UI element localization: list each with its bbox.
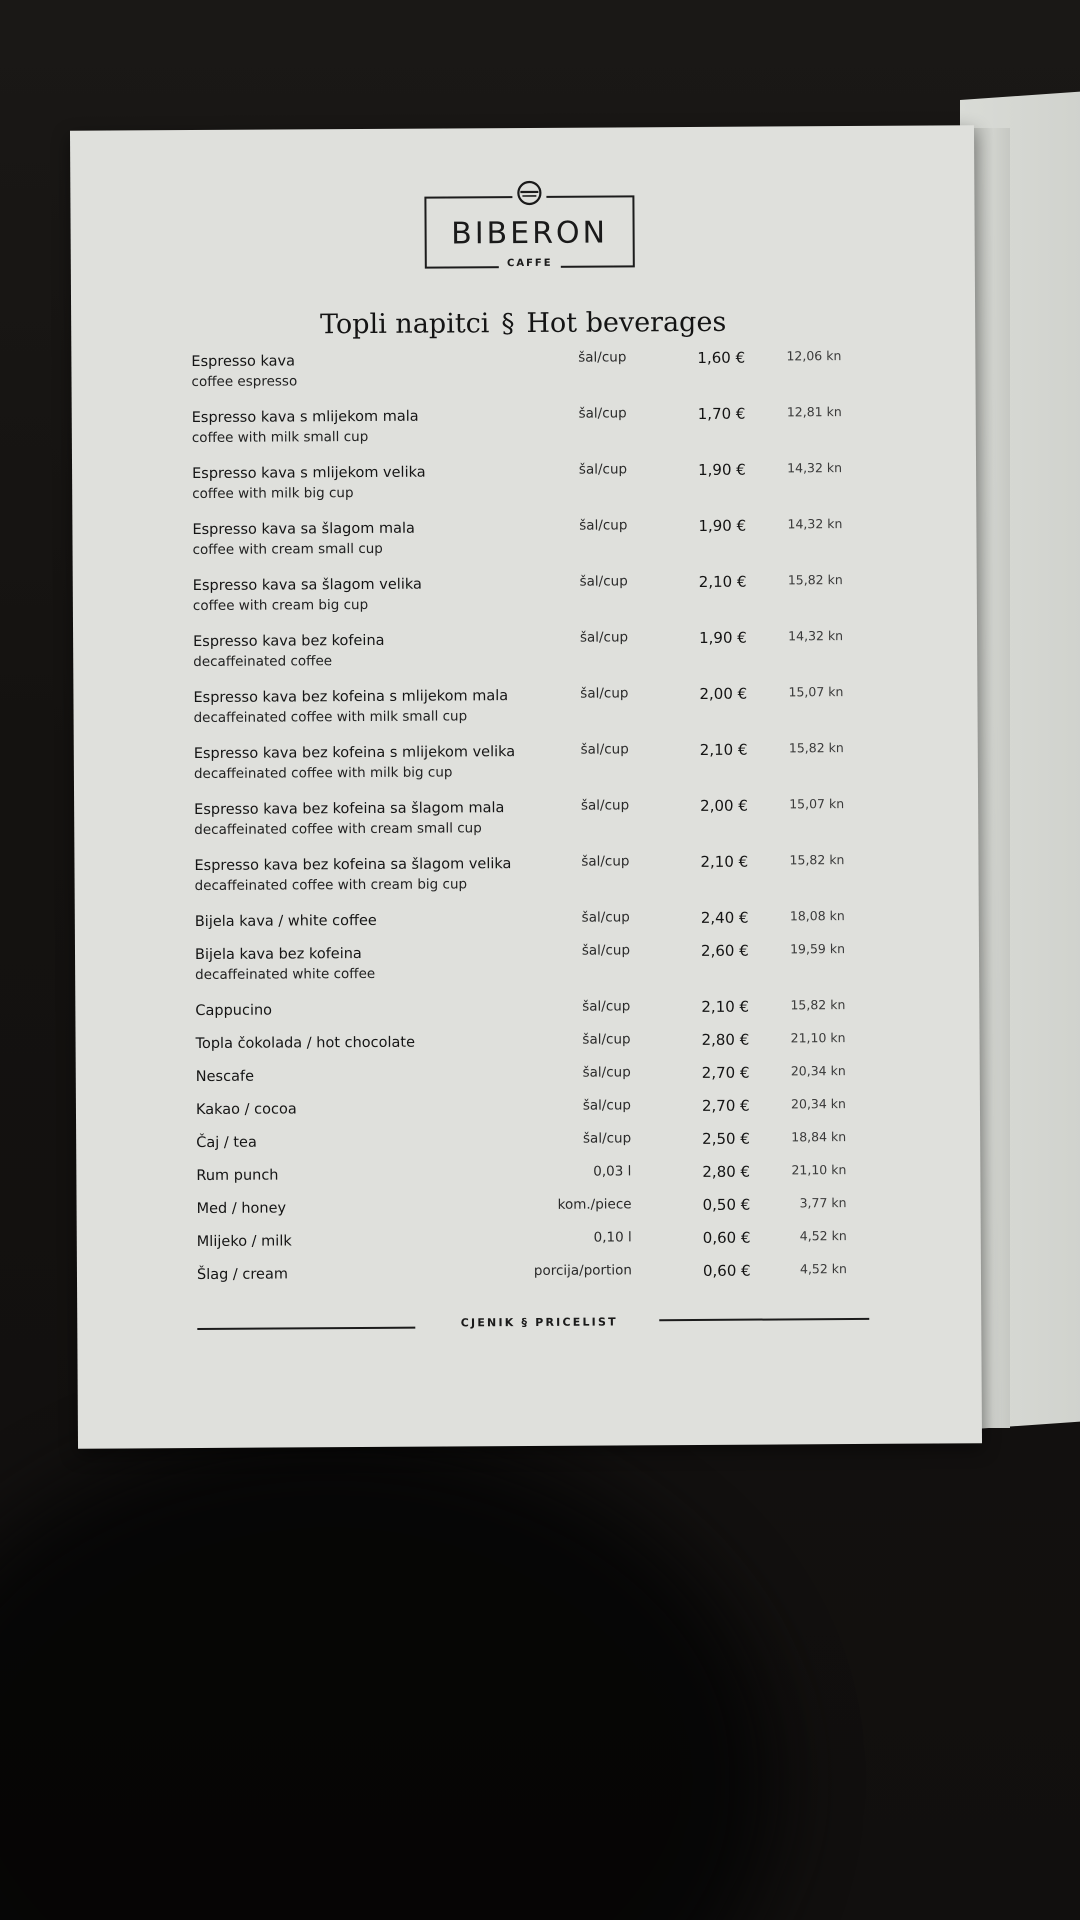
item-price-eur: 2,10 € [698,572,747,591]
menu-item [195,908,895,945]
section-heading [71,305,975,342]
item-name: Espresso kava s mlijekom mala [191,408,419,427]
menu-item [196,1063,896,1100]
item-name: Topla čokolada / hot chocolate [195,1034,416,1053]
item-price-eur: 0,50 € [702,1195,751,1214]
item-translation: decaffeinated coffee with milk small cup [193,708,468,727]
item-price-eur: 2,60 € [700,941,749,960]
item-price-kn: 15,82 kn [789,852,845,868]
item-price-eur: 2,00 € [700,796,748,815]
item-translation: decaffeinated white coffee [195,965,376,984]
item-price-kn: 4,52 kn [799,1261,847,1277]
item-price-kn: 18,08 kn [789,908,845,924]
item-unit: šal/cup [582,1097,631,1114]
item-price-eur: 2,70 € [701,1096,750,1115]
menu-item [197,1261,897,1298]
item-name: Espresso kava bez kofeina sa šlagom velika [194,856,512,875]
item-price-eur: 2,70 € [701,1063,750,1082]
menu-item [193,628,893,688]
item-unit: šal/cup [579,517,628,534]
item-unit: šal/cup [582,998,631,1015]
heading-croatian: Topli napitci [319,308,490,341]
item-price-kn: 14,32 kn [787,460,843,476]
item-name: Espresso kava sa šlagom velika [192,576,422,595]
item-unit: šal/cup [580,685,629,702]
item-price-kn: 15,82 kn [788,740,844,756]
item-price-eur: 1,70 € [697,404,746,423]
item-translation: decaffeinated coffee with cream big cup [194,876,468,895]
menu-item [193,572,893,632]
item-name: Rum punch [196,1167,279,1185]
item-translation: coffee espresso [191,373,298,391]
item-unit: šal/cup [580,741,629,758]
item-price-eur: 0,60 € [702,1261,751,1280]
menu-item [196,1129,896,1166]
item-name: Espresso kava bez kofeina [193,632,385,651]
item-translation: coffee with cream big cup [192,596,369,615]
item-unit: šal/cup [580,797,630,814]
sunrise-icon [512,178,546,208]
logo-subtitle: CAFFE [499,258,561,269]
item-translation: decaffeinated coffee with milk big cup [193,764,453,783]
menu-item [192,460,892,520]
menu-item [195,941,895,1001]
item-price-kn: 12,81 kn [786,404,842,420]
item-translation: decaffeinated coffee [193,653,333,671]
item-unit: šal/cup [578,461,628,478]
item-name: Espresso kava bez kofeina s mlijekom mala [193,688,509,707]
menu-item [195,997,895,1034]
item-price-kn: 3,77 kn [799,1195,847,1211]
item-price-eur: 2,80 € [701,1030,750,1049]
footer-label: CJENIK § PRICELIST [460,1315,618,1330]
item-price-kn: 21,10 kn [790,1030,846,1046]
item-price-eur: 1,90 € [699,628,747,647]
item-price-kn: 4,52 kn [799,1228,847,1244]
item-price-kn: 21,10 kn [791,1162,847,1178]
item-name: Mlijeko / milk [196,1233,292,1251]
item-price-kn: 15,07 kn [789,796,845,812]
item-name: Šlag / cream [196,1266,289,1284]
item-price-eur: 2,40 € [700,908,749,927]
item-price-eur: 1,60 € [697,348,746,367]
item-price-kn: 14,32 kn [788,628,844,644]
menu-item [192,516,892,576]
item-price-eur: 2,10 € [699,740,748,759]
item-unit: šal/cup [582,1130,632,1147]
item-translation: coffee with cream small cup [192,540,383,559]
item-price-eur: 2,80 € [702,1162,751,1181]
item-name: Cappucino [195,1002,273,1020]
menu-item [196,1096,896,1133]
item-price-kn: 15,82 kn [790,997,846,1013]
menu-item [196,1030,896,1067]
item-unit: 0,10 l [593,1229,632,1246]
beverage-list [191,348,897,1298]
footer-rule-right [659,1318,869,1321]
item-name: Nescafe [195,1068,255,1086]
item-price-eur: 1,90 € [698,460,746,479]
menu-item [197,1228,897,1265]
item-translation: decaffeinated coffee with cream small cup [194,820,482,839]
menu-item [194,796,894,856]
item-price-eur: 2,00 € [699,684,748,703]
logo-name: BIBERON [451,215,609,252]
item-price-kn: 15,07 kn [788,684,844,700]
item-unit: porcija/portion [533,1262,633,1279]
menu-item [194,740,894,800]
menu-item [192,404,892,464]
item-price-kn: 14,32 kn [787,516,843,532]
item-price-kn: 20,34 kn [790,1096,846,1112]
item-name: Med / honey [196,1200,287,1218]
footer-rule-left [197,1327,415,1330]
item-price-kn: 15,82 kn [787,572,843,588]
footer [197,1312,877,1340]
item-unit: šal/cup [582,1064,631,1081]
menu-item [196,1162,896,1199]
item-translation: coffee with milk big cup [192,485,354,503]
item-price-kn: 19,59 kn [790,941,846,957]
item-name: Espresso kava bez kofeina sa šlagom mala [194,800,505,819]
heading-english: Hot beverages [526,306,727,339]
hand-shadow [0,1430,780,1920]
item-name: Espresso kava bez kofeina s mlijekom velika [193,744,516,763]
item-unit: šal/cup [579,629,629,646]
menu-item [193,684,893,744]
menu-page [70,125,982,1448]
item-price-eur: 2,10 € [701,997,750,1016]
item-name: Bijela kava / white coffee [194,912,377,931]
biberon-logo [424,177,638,270]
menu-item [197,1195,897,1232]
item-name: Čaj / tea [196,1134,257,1152]
item-price-eur: 0,60 € [702,1228,751,1247]
heading-separator: § [501,309,515,340]
item-price-eur: 2,10 € [700,852,749,871]
menu-item [191,348,891,408]
item-name: Espresso kava [191,353,296,371]
item-unit: šal/cup [581,909,630,926]
item-unit: šal/cup [581,853,630,870]
menu-item [194,852,894,912]
item-unit: šal/cup [578,405,627,422]
item-price-eur: 1,90 € [698,516,747,535]
item-unit: šal/cup [579,573,628,590]
item-price-kn: 20,34 kn [790,1063,846,1079]
item-unit: šal/cup [578,349,627,366]
item-name: Espresso kava sa šlagom mala [192,520,415,539]
item-name: Espresso kava s mlijekom velika [192,464,426,483]
item-translation: coffee with milk small cup [191,428,369,447]
item-price-eur: 2,50 € [702,1129,750,1148]
item-unit: šal/cup [581,942,631,959]
item-name: Bijela kava bez kofeina [194,946,362,964]
item-unit: kom./piece [557,1196,632,1213]
item-price-kn: 12,06 kn [786,348,842,364]
item-name: Kakao / cocoa [195,1101,297,1119]
item-unit: 0,03 l [593,1163,632,1180]
item-unit: šal/cup [582,1031,631,1048]
item-price-kn: 18,84 kn [791,1129,847,1145]
